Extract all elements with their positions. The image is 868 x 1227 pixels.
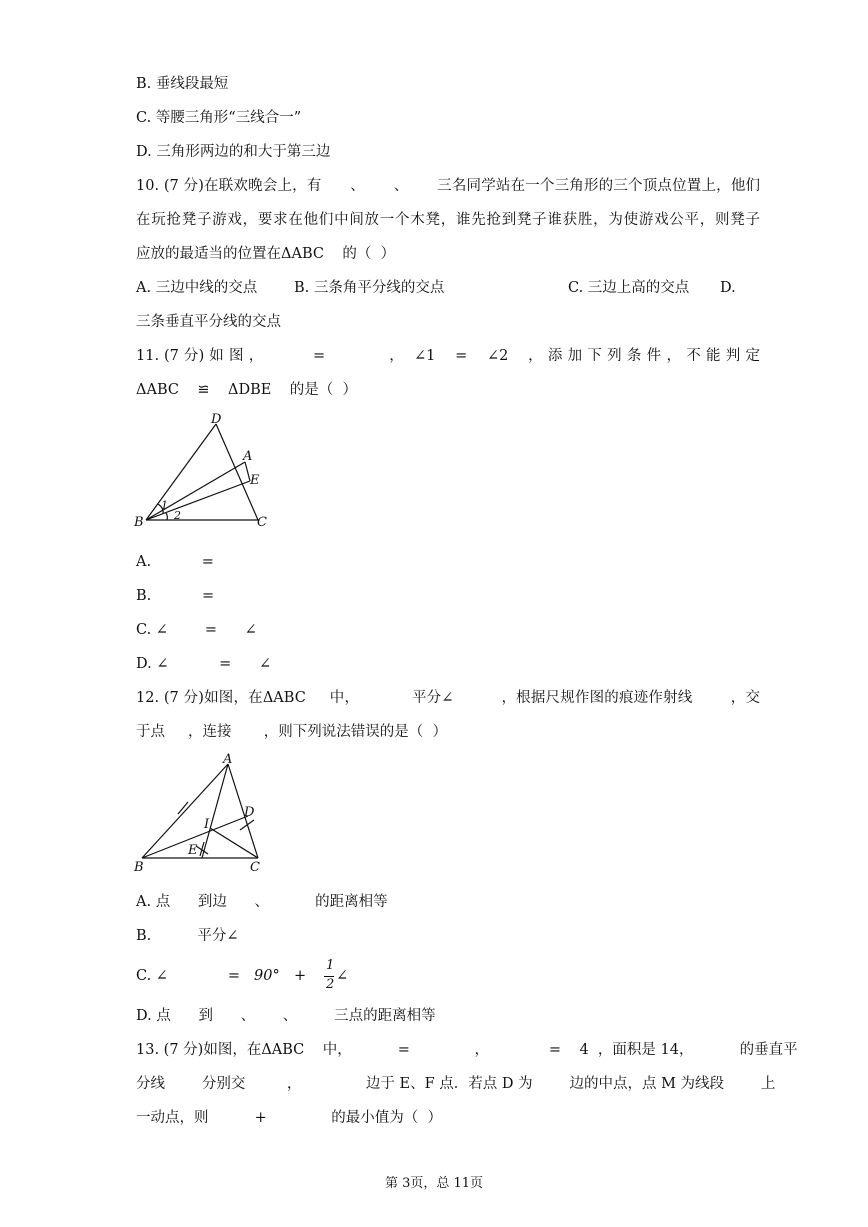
q12-stem-line-1: 12. (7 分)如图，在ΔABC 中， 平分∠ ，根据尺规作图的痕迹作射线 ，交: [136, 690, 760, 706]
q12-option-c-prefix: C. ∠ =: [136, 968, 241, 984]
label-angle-2: 2: [174, 509, 181, 522]
q13-stem-line-3: 一动点，则 + 的最小值为（ ）: [136, 1110, 442, 1126]
q12-option-c-ninety: 90°: [254, 968, 280, 984]
q12-triangle-figure: [130, 754, 290, 880]
q12-option-c-fraction-denominator: 2: [326, 977, 335, 992]
label-d: D: [244, 805, 255, 820]
q11-stem-line-2: ΔABC ≌ ΔDBE 的是（ ）: [136, 382, 357, 398]
segment-ic: [210, 828, 258, 858]
segment-dc: [216, 424, 258, 520]
q12-option-c-plus: +: [294, 968, 307, 984]
arc-mark-ac: [240, 820, 254, 830]
label-c: C: [250, 860, 260, 875]
q10-option-d-text: 三条垂直平分线的交点: [136, 314, 281, 330]
label-a: A: [223, 752, 233, 767]
q12-option-c-fraction-numerator: 1: [326, 958, 335, 973]
label-i: I: [204, 817, 210, 832]
q10-option-a: A. 三边中线的交点: [136, 280, 258, 296]
label-e: E: [188, 843, 198, 858]
q10-option-c: C. 三边上高的交点: [568, 280, 690, 296]
q12-option-d: D. 点 到 、 、 三点的距离相等: [136, 1008, 436, 1024]
angle-2-arc: [166, 513, 167, 520]
q10-option-b: B. 三条角平分线的交点: [294, 280, 445, 296]
q11-option-a: A. =: [136, 554, 214, 570]
label-b: B: [134, 860, 144, 875]
q11-option-c: C. ∠ = ∠: [136, 622, 257, 638]
q9-option-d: D. 三角形两边的和大于第三边: [136, 144, 331, 160]
q10-option-d: D.: [720, 280, 736, 296]
q13-stem-line-1: 13. (7 分)如图，在ΔABC 中， = ， = 4 ，面积是 14， 的垂直平: [136, 1042, 798, 1058]
q12-option-c: [136, 958, 396, 992]
label-e: E: [250, 473, 260, 488]
q10-stem-line-3: 应放的最适当的位置在ΔABC 的（ ）: [136, 246, 396, 262]
q11-option-b: B. =: [136, 588, 215, 604]
page-footer: 第 3页，总 11页: [384, 1176, 484, 1191]
q12-option-b: B. 平分∠: [136, 928, 239, 944]
q13-stem-line-2: 分线 分别交 ， 边于 E、F 点．若点 D 为 边的中点，点 M 为线段 上: [136, 1076, 776, 1092]
label-d: D: [211, 412, 222, 427]
label-a: A: [243, 449, 253, 464]
arc-mark-ab: [178, 802, 188, 814]
q12-option-c-suffix: ∠: [336, 968, 349, 984]
q11-option-d: D. ∠ = ∠: [136, 656, 272, 672]
label-c: C: [257, 515, 267, 530]
q11-stem-line-1: 11. (7 分) 如 图 ， = ， ∠1 = ∠2 ， 添 加 下 列 条 件 ， 不 能 判 定: [136, 348, 760, 364]
label-b: B: [134, 515, 144, 530]
q9-option-c: C. 等腰三角形“三线合一”: [136, 110, 302, 126]
q9-option-b: B. 垂线段最短: [136, 76, 229, 92]
q10-stem-line-2: 在玩抢凳子游戏，要求在他们中间放一个木凳，谁先抢到凳子谁获胜，为使游戏公平，则凳子: [136, 212, 760, 228]
label-angle-1: 1: [161, 499, 168, 512]
q12-stem-line-2: 于点 ，连接 ，则下列说法错误的是（ ）: [136, 724, 448, 740]
q10-stem-line-1: 10. (7 分)在联欢晚会上，有 、 、 三名同学站在一个三角形的三个顶点位置上，他们: [136, 178, 760, 194]
segment-bd: [146, 424, 216, 520]
q11-triangle-figure: [130, 414, 290, 534]
q12-option-a: A. 点 到边 、 的距离相等: [136, 894, 388, 910]
